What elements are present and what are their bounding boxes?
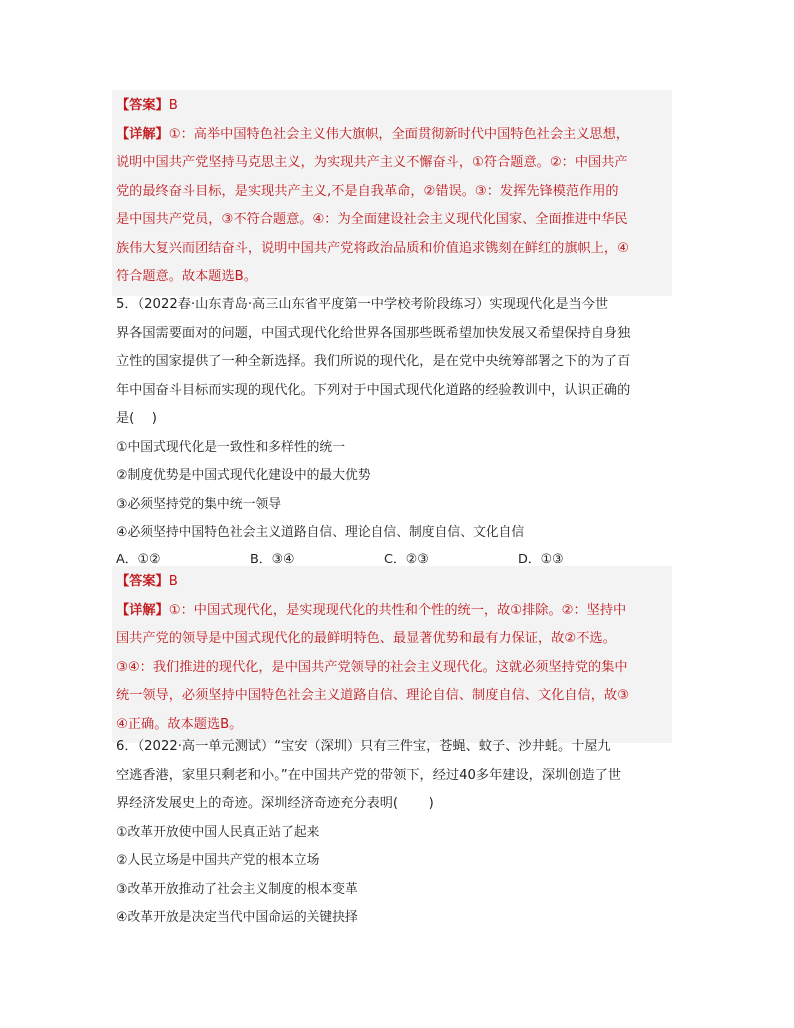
question-stem-line: 6．（2022·高一单元测试）“宝安（深圳）只有三件宝，苍蝇、蚊子、沙井蚝。十屋九 bbox=[116, 739, 611, 754]
question-stem-line: 立性的国家提供了一种全新选择。我们所说的现代化，是在党中央统筹部署之下的为了百 bbox=[116, 354, 631, 369]
answer-line bbox=[116, 92, 668, 121]
answer-block-q5 bbox=[112, 566, 672, 743]
detail-line bbox=[116, 121, 668, 150]
detail-line: 是中国共产党员，③不符合题意。④：为全面建设社会主义现代化国家、全面推进中华民 bbox=[116, 212, 628, 227]
statement-option: ④改革开放是决定当代中国命运的关键抉择 bbox=[116, 910, 358, 925]
detail-line: 党的最终奋斗目标，是实现共产主义,不是自我革命，②错误。③：发挥先锋模范作用的 bbox=[116, 183, 619, 199]
detail-line: 说明中国共产党坚持马克思主义，为实现共产主义不懈奋斗，①符合题意。②：中国共产 bbox=[116, 155, 628, 170]
detail-label: 【详解】 bbox=[116, 602, 169, 618]
answer-label: 【答案】 bbox=[116, 574, 169, 589]
question-stem-line: 空逃香港，家里只剩老和小。”在中国共产党的带领下，经过40多年建设，深圳创造了世 bbox=[116, 767, 621, 783]
statement-option: ③改革开放推动了社会主义制度的根本变革 bbox=[116, 881, 358, 897]
detail-text: ①：高举中国特色社会主义伟大旗帜，全面贯彻新时代中国特色社会主义思想， bbox=[168, 126, 629, 142]
question-5 bbox=[116, 291, 652, 572]
detail-line: ④正确。故本题选B。 bbox=[116, 716, 243, 732]
question-stem-line: 年中国奋斗目标而实现的现代化。下列对于中国式现代化道路的经验教训中，认识正确的 bbox=[116, 382, 631, 398]
question-stem-line: 界各国需要面对的问题，中国式现代化给世界各国那些既希望加快发展又希望保持自身独 bbox=[116, 325, 631, 341]
choice-b[interactable]: B．③④ bbox=[250, 551, 295, 567]
choice-a[interactable]: A．①② bbox=[116, 551, 161, 567]
statement-option: ①改革开放使中国人民真正站了起来 bbox=[116, 824, 320, 840]
statement-option: ③必须坚持党的集中统一领导 bbox=[116, 496, 282, 512]
statement-option: ①中国式现代化是一致性和多样性的统一 bbox=[116, 439, 346, 455]
question-6 bbox=[116, 733, 621, 933]
answer-label: 【答案】 bbox=[116, 98, 169, 113]
detail-label: 【详解】 bbox=[116, 126, 169, 142]
detail-line: 国共产党的领导是中国式现代化的最鲜明特色、最显著优势和最有力保证，故②不选。 bbox=[116, 631, 616, 646]
answer-block-q4 bbox=[112, 90, 672, 296]
answer-value: B bbox=[168, 98, 178, 113]
detail-text: ①：中国式现代化，是实现现代化的共性和个性的统一，故①排除。②：坚持中 bbox=[168, 602, 627, 618]
statement-option: ②人民立场是中国共产党的根本立场 bbox=[116, 853, 320, 868]
detail-line: 统一领导，必须坚持中国特色社会主义道路自信、理论自信、制度自信、文化自信，故③ bbox=[116, 688, 629, 703]
detail-line: 族伟大复兴而团结奋斗，说明中国共产党将政治品质和价值追求镌刻在鲜红的旗帜上，④ bbox=[116, 240, 629, 256]
answer-line bbox=[116, 568, 668, 597]
question-stem-line: 是( ) bbox=[116, 411, 157, 426]
statement-option: ④必须坚持中国特色社会主义道路自信、理论自信、制度自信、文化自信 bbox=[116, 525, 525, 540]
detail-line: ③④：我们推进的现代化，是中国共产党领导的社会主义现代化。这就必须坚持党的集中 bbox=[116, 659, 628, 675]
choice-c[interactable]: C．②③ bbox=[384, 551, 429, 567]
detail-line: 符合题意。故本题选B。 bbox=[116, 269, 257, 284]
choice-d[interactable]: D．①③ bbox=[518, 551, 564, 567]
statement-option: ②制度优势是中国式现代化建设中的最大优势 bbox=[116, 468, 371, 483]
question-stem-line: 界经济发展史上的奇迹。深圳经济奇迹充分表明( ) bbox=[116, 796, 434, 811]
question-stem-line: 5．（2022春·山东青岛·高三山东省平度第一中学校考阶段练习）实现现代化是当今世 bbox=[116, 297, 609, 312]
answer-value: B bbox=[168, 574, 178, 589]
detail-line bbox=[116, 597, 668, 626]
